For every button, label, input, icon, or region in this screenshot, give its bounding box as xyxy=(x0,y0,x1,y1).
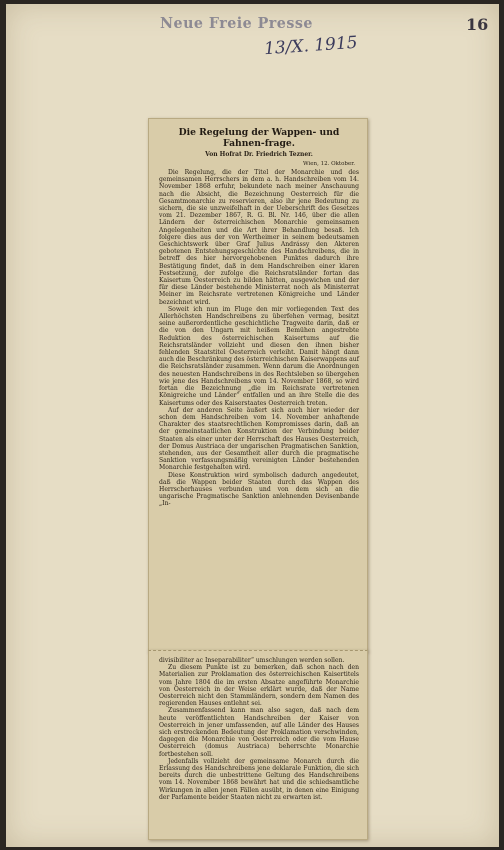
paragraph: divisibiliter ac Inseparabiliter“ umschlungen werden sollen. xyxy=(159,657,345,664)
article-title: Die Regelung der Wappen- und Fahnen-frage. xyxy=(178,127,340,149)
page-number: 16 xyxy=(466,15,489,34)
paragraph: Zusammenfassend kann man also sagen, daß nach dem heute veröffentlichten Handschreiben der Kaiser von Oesterreich in jener umfassenden, auf alle Länder des Hauses sich erstreckenden Bedeutung der Proklamation verschwinden, dagegen die Monarchie von Oesterreich oder die vom Hause Oesterreich (domus Austriaca) beherrschte Monarchie fortbestehen soll. xyxy=(159,707,359,758)
handwritten-date: 13/X. 1915 xyxy=(263,32,359,60)
clipping-top xyxy=(148,118,368,652)
paragraph: Auf der anderen Seite äußert sich auch hier wieder der schon dem Handschreiben vom 14. November anhaftende Charakter des staatsrechtlichen Kompromisses darin, daß an der gemeinstaatlichen Konstruktion der Verbindung beider Staaten als einer unter der Herrschaft des Hauses Oesterreich, der Domus Austriaca der ungarischen Pragmatischen Sanktion, stehenden, aus der Gesamtheit aller durch die pragmatische Sanktion verfassungsmäßig vereinigten Länder bestehenden Monarchie festgehalten wird. xyxy=(159,406,359,472)
clipping-bottom xyxy=(148,650,368,840)
paragraph: Diese Konstruktion wird symbolisch dadurch angedeutet, daß die Wappen beider Staaten durch das Wappen des Herrscherhauses verbunden und von dem sich an die ungarische Pragmatische Sanktion anlehnenden Devisenbande „In- xyxy=(159,471,359,508)
article-byline: Von Hofrat Dr. Friedrich Tezner. xyxy=(205,151,313,158)
paragraph: Zu diesem Punkte ist zu bemerken, daß schon nach den Materialien zur Proklamation des österreichischen Kaisertitels vom Jahre 1804 die im ersten Absatze angeführte Monarchie von Oesterreich in der Weise erklärt wurde, daß der Name Oesterreich nicht den Stammländern, sondern dem Namen des regierenden Hauses entlehnt sei. xyxy=(159,664,359,708)
article-dateline: Wien, 12. Oktober. xyxy=(302,161,355,167)
paragraph: Soweit ich nun im Fluge den mir vorliegenden Text des Allerhöchsten Handschreibens zu überfehen vermag, besitzt seine außerordentliche geschichtliche Tragweite darin, daß er die von den Ungarn mit heißem Bemühen angestrebte Reduktion des österreichischen Kaisertums auf die Reichsratsländer vollzieht und diesen den ihnen bisher fehlenden Staatstitel Oesterreich verleiht. Damit hängt dann auch die Beschränkung des österreichischen Kaiserwappens auf die Reichsratsländer zusammen. Wenn darum die Anordnungen des neuesten Handschreibens in des Rechtsleben so übergehen wie jene des Handschreibens vom 14. November 1868, so wird fortan die Bezeichnung „die im Reichsrate vertretenen Königreiche und Länder“ entfallen und an ihre Stelle die des Kaisertums oder des Kaiserstaates Oesterreich treten. xyxy=(159,305,359,407)
paragraph: Jedenfalls vollzieht der gemeinsame Monarch durch die Erlassung des Handschreibens jene deklarale Funktion, die sich bereits durch die unbestrittene Geltung des Handschreibens vom 14. November 1868 bewährt hat und die schiedsamtliche Wirkungen in allen jenen Fällen ausübt, in denen eine Einigung der Parlamente beider Staaten nicht zu erwarten ist. xyxy=(159,757,359,801)
newspaper-stamp: Neue Freie Presse xyxy=(160,14,313,32)
paragraph: Die Regelung, die der Titel der Monarchie und des gemeinsamen Herrschers in dem a. h. Handschreiben vom 14. November 1868 erfuhr, bekundete nach meiner Anschauung nach die Absicht, die Bezeichnung Oesterreich für die Gesamtmonarchie zu reservieren, also ihr jene Bedeutung zu sichern, die sie unzweifelhaft in der Ueberschrift des Gesetzes vom 21. Dezember 1867, R. G. Bl. Nr. 146, über die allen Ländern der österreichischen Monarchie gemeinsamen Angelegenheiten und die Art ihrer Behandlung besaß. Ich folgere dies aus der von Wertheimer in seinem bedeutsamen Geschichtswerk über Graf Julius Andrássy den Akteren gebotenen Entstehungsgeschichte des Handschreibens, die in betreff des hier hervorgehobenen Punktes dadurch ihre Bestätigung findet, daß in dem Handschreiben einer klaren Festsetzung, der zufolge die Reichsratsländer fortan das Kaisertum Oesterreich zu bilden hätten, ausgewichen und der für diese Länder bestehende Ministerrat noch als Ministerrat Meiner im Reichsrate vertretenen Königreiche und Länder bezeichnet wird. xyxy=(159,169,359,306)
